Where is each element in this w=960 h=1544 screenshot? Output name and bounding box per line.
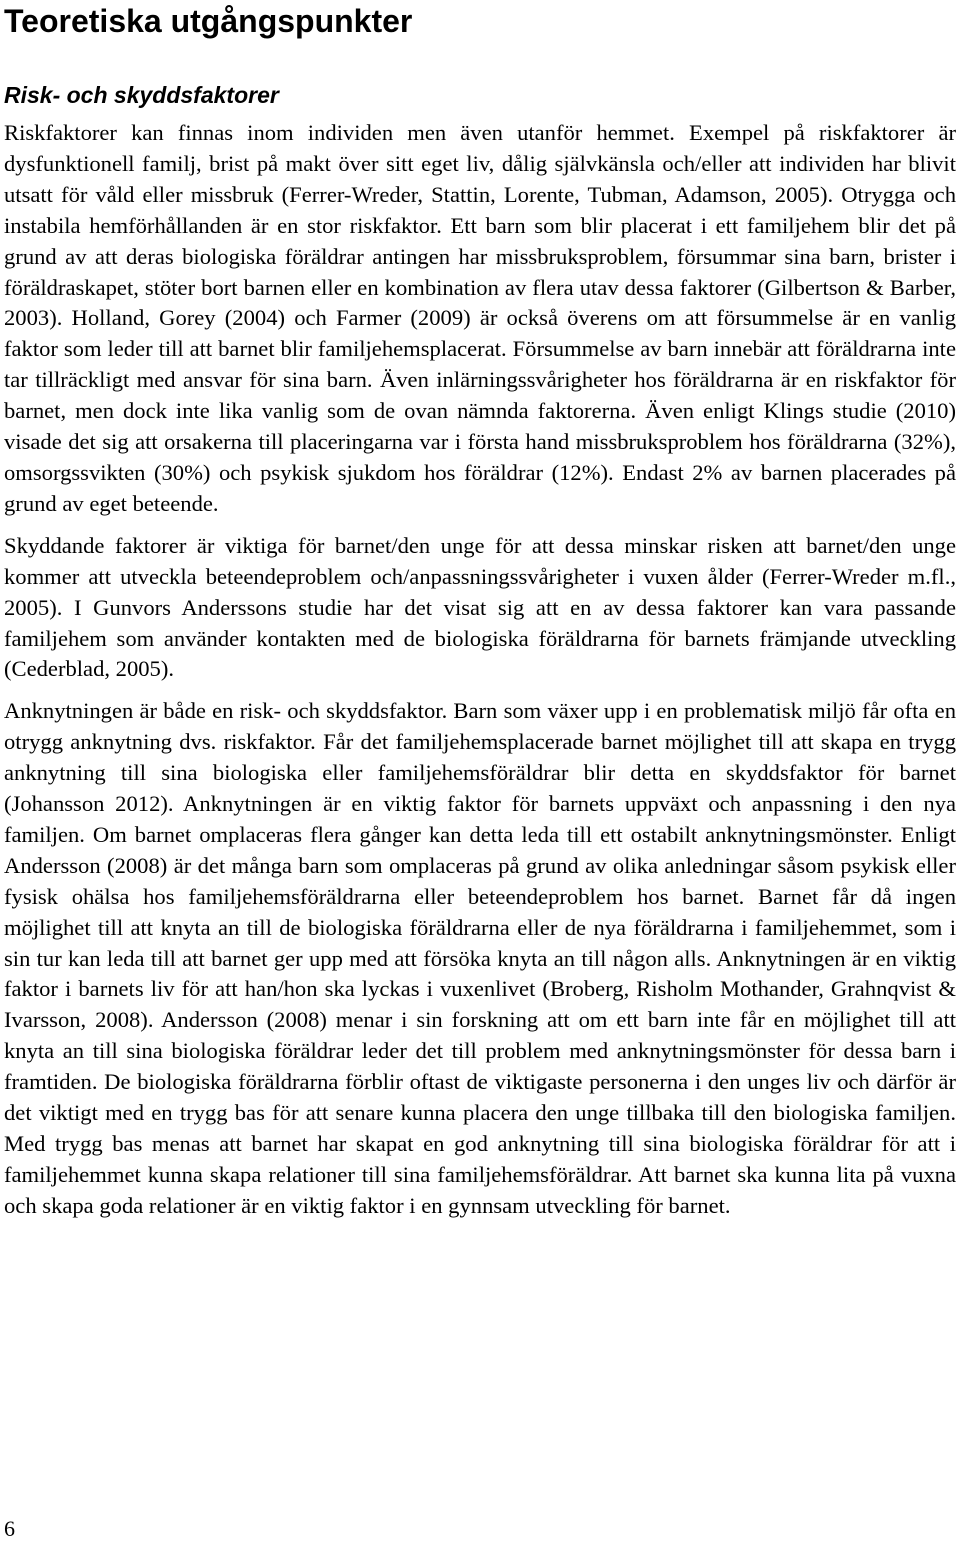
section-heading: Risk- och skyddsfaktorer: [4, 82, 279, 108]
document-page: [4, 0, 956, 1222]
page-number: 6: [4, 1516, 15, 1541]
page-title: Teoretiska utgångspunkter: [4, 3, 413, 39]
paragraph-risk-factors: Riskfaktorer kan finnas inom individen men även utanför hemmet. Exempel på riskfaktorer är dysfunktionell familj, brist på makt över sitt eget liv, dålig självkänsla och/eller att individen har blivit utsatt för våld eller missbruk (Ferrer-Wreder, Stattin, Lorente, Tubman, Adamson, 2005). Otrygga och instabila hemförhållanden är en stor riskfaktor. Ett barn som blir placerat i ett familjehem blir det på grund av att deras biologiska föräldrar antingen har missbruksproblem, försummar sina barn, brister i föräldraskapet, stöter bort barnen eller en kombination av flera utav dessa faktorer (Gilbertson & Barber, 2003). Holland, Gorey (2004) och Farmer (2009) är också överens om att försummelse är en vanlig faktor som leder till att barnet blir familjehemsplacerat. Försummelse av barn innebär att föräldrarna inte tar tillräckligt med ansvar för sina barn. Även inlärningssvårigheter hos föräldrarna är en riskfaktor för barnet, men dock inte lika vanlig som de ovan nämnda faktorerna. Även enligt Klings studie (2010) visade det sig att orsakerna till placeringarna var i första hand missbruksproblem hos föräldrarna (32%), omsorgssvikten (30%) och psykisk sjukdom hos föräldrar (12%). Endast 2% av barnen placerades på grund av eget beteende.: [4, 120, 956, 516]
paragraph-protective-factors: Skyddande faktorer är viktiga för barnet/den unge för att dessa minskar risken att barnet/den unge kommer att utveckla beteendeproblem och/anpassningssvårigheter i vuxen ålder (Ferrer-Wreder m.fl., 2005). I Gunvors Anderssons studie har det visat sig att en av dessa faktorer kan vara passande familjehem som använder kontakten med de biologiska föräldrarna för barnets främjande utveckling (Cederblad, 2005).: [4, 532, 956, 682]
paragraph-attachment: Anknytningen är både en risk- och skyddsfaktor. Barn som växer upp i en problematisk miljö får ofta en otrygg anknytning dvs. riskfaktor. Får det familjehemsplacerade barnet möjlighet till att skapa en trygg anknytning till sina biologiska eller familjehemsföräldrar blir detta en skyddsfaktor för barnet (Johansson 2012). Anknytningen är en viktig faktor för barnets uppväxt och anpassning i den nya familjen. Om barnet omplaceras flera gånger kan detta leda till ett ostabilt anknytningsmönster. Enligt Andersson (2008) är det många barn som omplaceras på grund av olika anledningar såsom psykisk eller fysisk ohälsa hos familjehemsföräldrarna eller beteendeproblem hos barnet. Barnet får då ingen möjlighet till att knyta an till de biologiska föräldrarna eller de nya föräldrarna i familjehemmet, som i sin tur kan leda till att barnet ger upp med att försöka knyta an till någon alls. Anknytningen är en viktig faktor i barnets liv för att han/hon ska lyckas i vuxenlivet (Broberg, Risholm Mothander, Grahnqvist & Ivarsson, 2008). Andersson (2008) menar i sin forskning att om ett barn inte får en möjlighet till att knyta an till sina biologiska föräldrar leder det till problem med anknytningsmönster för dessa barn i framtiden. De biologiska föräldrarna förblir oftast de viktigaste personerna i den unges liv och därför är det viktigt med en trygg bas för att senare kunna placera den unge tillbaka till den biologiska familjen. Med trygg bas menas att barnet har skapat en god anknytning till sina biologiska föräldrar för att i familjehemmet kunna skapa relationer till sina familjehemsföräldrar. Att barnet ska kunna lita på vuxna och skapa goda relationer är en viktig faktor i en gynnsam utveckling för barnet.: [4, 698, 956, 1218]
